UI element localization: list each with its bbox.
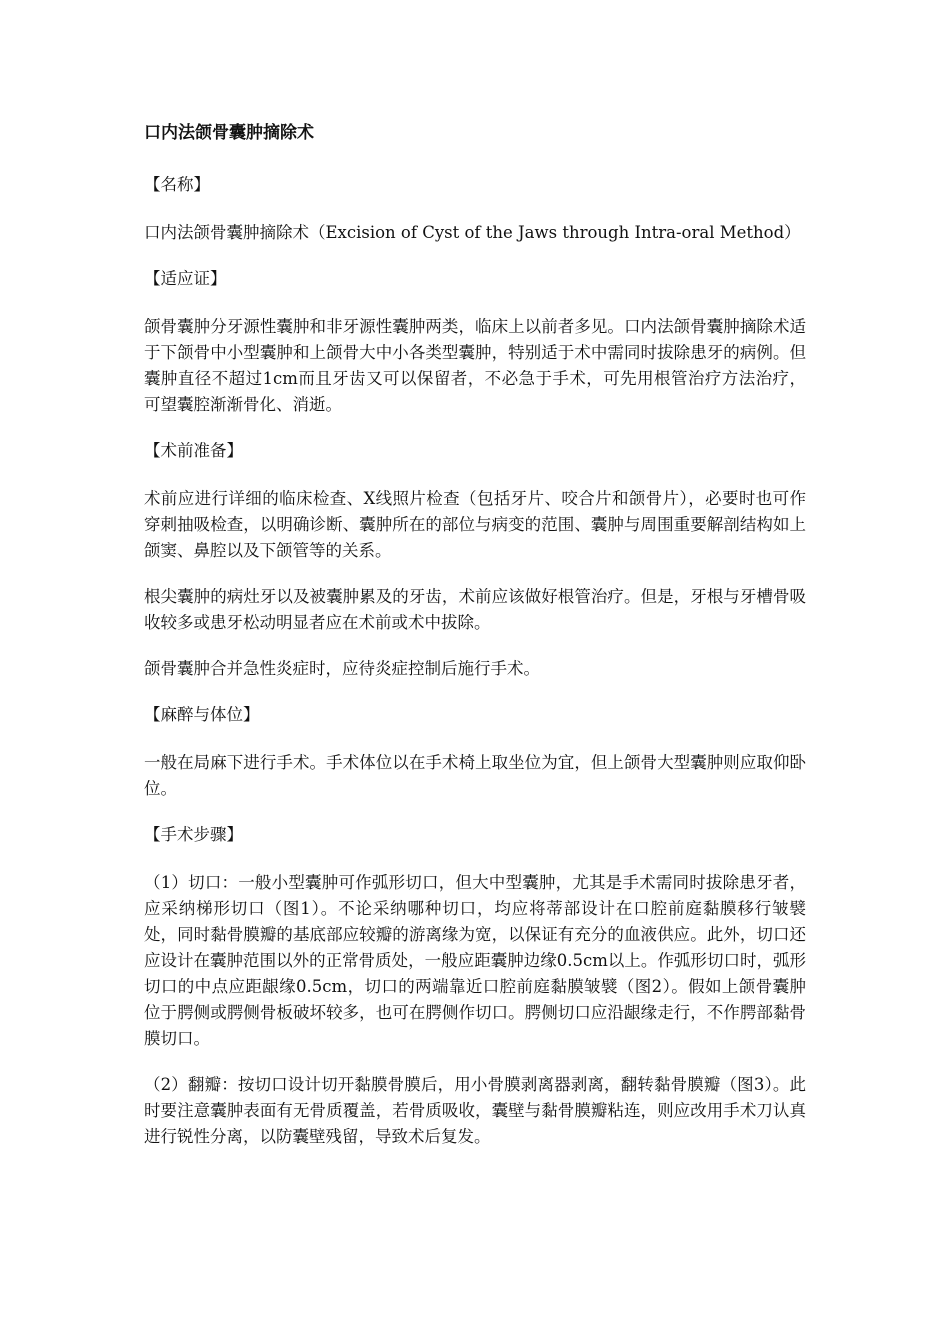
anesthesia-paragraph: 一般在局麻下进行手术。手术体位以在手术椅上取坐位为宜，但上颌骨大型囊肿则应取仰卧位。 bbox=[144, 753, 806, 798]
document-title: 口内法颌骨囊肿摘除术 bbox=[144, 123, 314, 143]
section-heading-name: 【名称】 bbox=[144, 175, 210, 194]
steps-paragraph-1: （1）切口：一般小型囊肿可作弧形切口，但大中型囊肿，尤其是手术需同时拔除患牙者，应采纳梯形切口（图1）。不论采纳哪种切口，均应将蒂部设计在口腔前庭黏膜移行皱襞处，同时黏骨膜瓣的基底部应较瓣的游离缘为宽，以保证有充分的血液供应。此外，切口还应设计在囊肿范围以外的正常骨质处，一般应距囊肿边缘0.5cm以上。作弧形切口时，弧形切口的中点应距龈缘0.5cm，切口的两端靠近口腔前庭黏膜皱襞（图2）。假如上颌骨囊肿位于腭侧或腭侧骨板破坏较多，也可在腭侧作切口。腭侧切口应沿龈缘走行，不作腭部黏骨膜切口。 bbox=[144, 873, 806, 1048]
indications-paragraph: 颌骨囊肿分牙源性囊肿和非牙源性囊肿两类，临床上以前者多见。口内法颌骨囊肿摘除术适于下颌骨中小型囊肿和上颌骨大中小各类型囊肿，特别适于术中需同时拔除患牙的病例。但囊肿直径不超过1cm而且牙齿又可以保留者，不必急于手术，可先用根管治疗方法治疗，可望囊腔渐渐骨化、消逝。 bbox=[144, 317, 806, 414]
preop-paragraph-3: 颌骨囊肿合并急性炎症时，应待炎症控制后施行手术。 bbox=[144, 659, 540, 678]
preop-paragraph-1: 术前应进行详细的临床检查、X线照片检查（包括牙片、咬合片和颌骨片），必要时也可作穿刺抽吸检查，以明确诊断、囊肿所在的部位与病变的范围、囊肿与周围重要解剖结构如上颌窦、鼻腔以及下颌管等的关系。 bbox=[144, 489, 806, 560]
document-page bbox=[144, 120, 806, 1170]
section-heading-steps: 【手术步骤】 bbox=[144, 825, 243, 844]
section-heading-preop: 【术前准备】 bbox=[144, 441, 243, 460]
steps-paragraph-2: （2）翻瓣：按切口设计切开黏膜骨膜后，用小骨膜剥离器剥离，翻转黏骨膜瓣（图3）。此时要注意囊肿表面有无骨质覆盖，若骨质吸收，囊壁与黏骨膜瓣粘连，则应改用手术刀认真进行锐性分离，以防囊壁残留，导致术后复发。 bbox=[144, 1075, 806, 1146]
name-paragraph: 口内法颌骨囊肿摘除术（Excision of Cyst of the Jaws through Intra-oral Method） bbox=[144, 223, 801, 242]
preop-paragraph-2: 根尖囊肿的病灶牙以及被囊肿累及的牙齿，术前应该做好根管治疗。但是，牙根与牙槽骨吸收较多或患牙松动明显者应在术前或术中拔除。 bbox=[144, 587, 806, 632]
section-heading-anesthesia: 【麻醉与体位】 bbox=[144, 705, 260, 724]
section-heading-indications: 【适应证】 bbox=[144, 269, 227, 288]
